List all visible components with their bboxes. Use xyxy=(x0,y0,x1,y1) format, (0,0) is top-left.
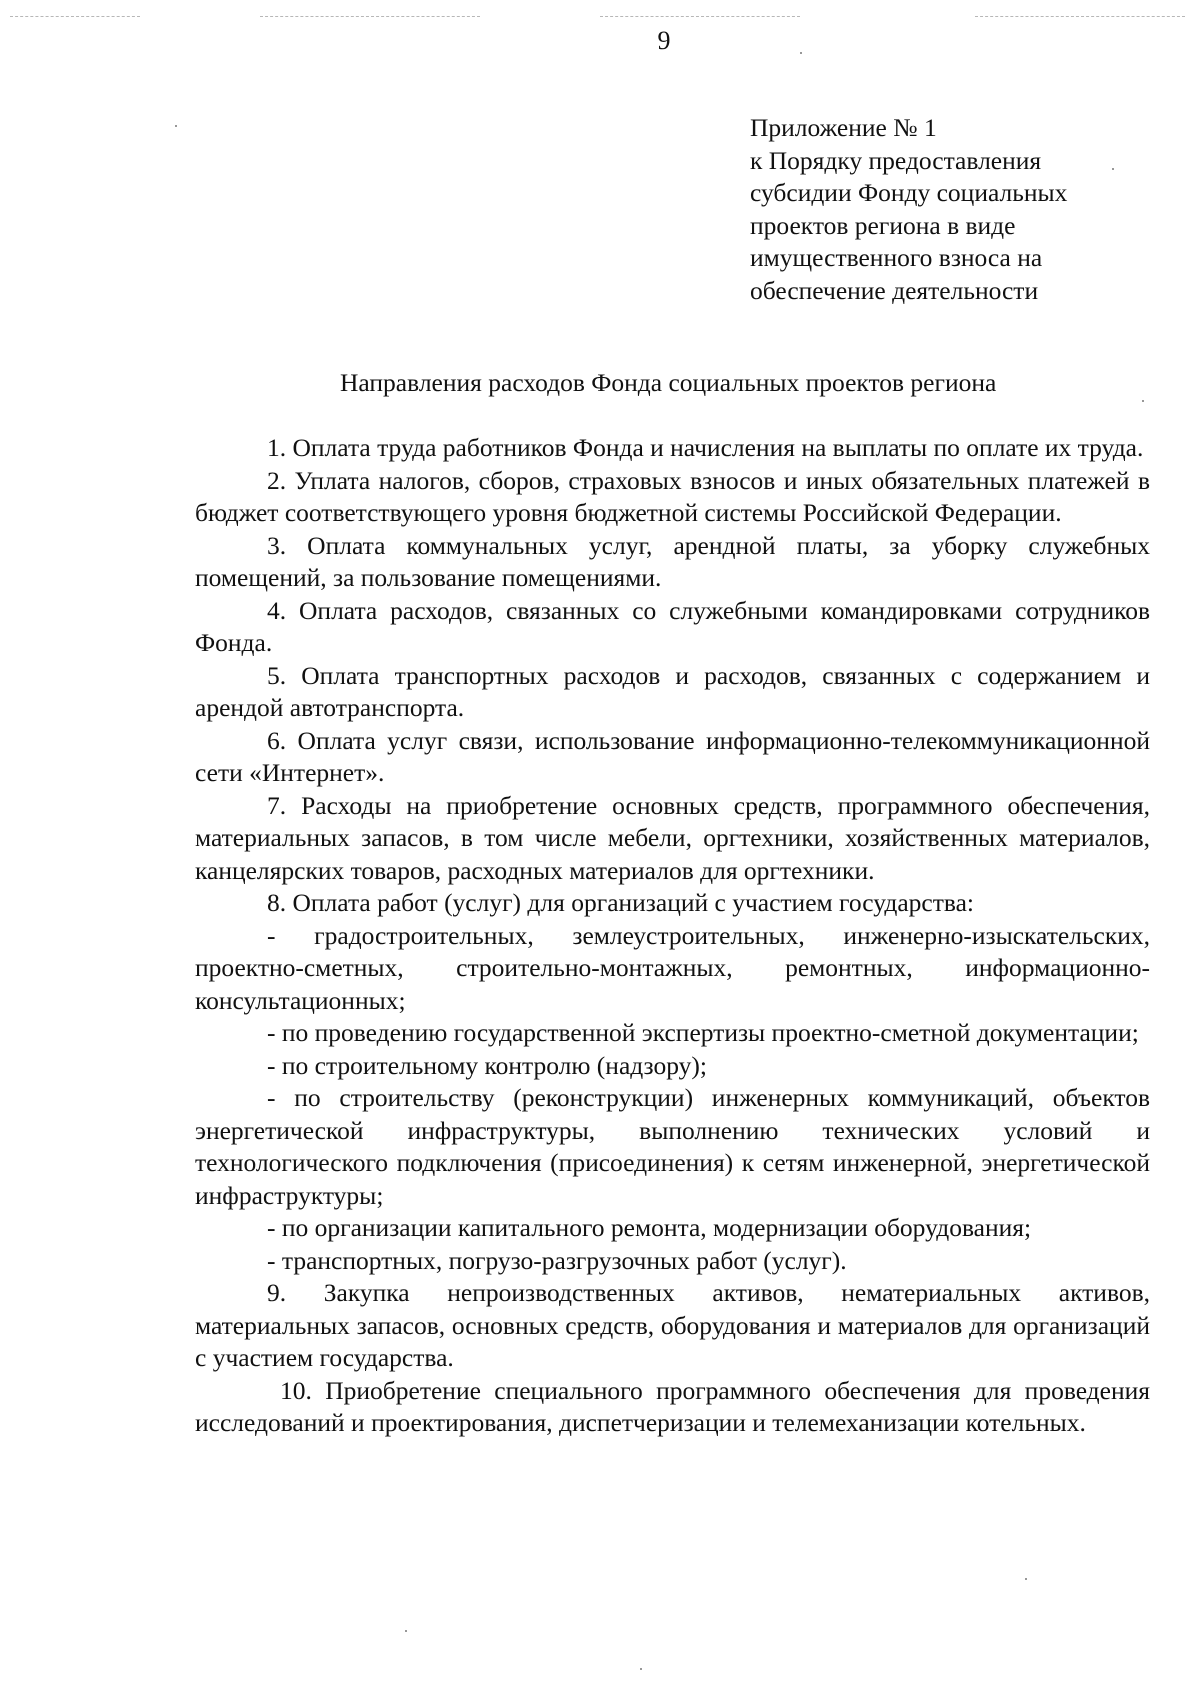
list-item: 7. Расходы на приобретение основных средств, программного обеспечения, материальных запасов, в том числе мебели, оргтехники, хозяйственных материалов, канцелярских товаров, расходных материалов для оргтехники. xyxy=(195,790,1150,885)
sub-list-item: - по организации капитального ремонта, модернизации оборудования; xyxy=(267,1213,1032,1242)
sub-list-item: - по строительству (реконструкции) инженерных коммуникаций, объектов энергетической инфраструктуры, выполнению технических условий и технологического подключения (присоединения) к сетям инженерной, энергетической инфраструктуры; xyxy=(195,1083,1150,1210)
document-title: Направления расходов Фонда социальных проектов региона xyxy=(340,368,997,397)
appendix-line: имущественного взноса на xyxy=(750,243,1043,272)
document-body xyxy=(195,432,1150,1440)
appendix-line: субсидии Фонду социальных xyxy=(750,178,1068,207)
list-item: 6. Оплата услуг связи, использование информационно-телекоммуникационной сети «Интернет». xyxy=(195,725,1150,787)
appendix-line: Приложение № 1 xyxy=(750,113,937,142)
scan-edge-artifact xyxy=(10,16,140,17)
scan-speck xyxy=(1112,168,1114,170)
scan-speck xyxy=(1142,400,1144,402)
sub-list-item: - по строительному контролю (надзору); xyxy=(267,1050,707,1080)
scan-speck xyxy=(1025,1578,1027,1580)
scan-speck xyxy=(405,1630,407,1632)
appendix-line: обеспечение деятельности xyxy=(750,275,1039,305)
scan-edge-artifact xyxy=(260,16,480,17)
list-item: 9. Закупка непроизводственных активов, нематериальных активов, материальных запасов, основных средств, оборудования и материалов для организаций с участием государства. xyxy=(195,1278,1150,1372)
sub-list-item: - градостроительных, землеустроительных, инженерно-изыскательских, проектно-сметных, строительно-монтажных, ремонтных, информационно-консультационных; xyxy=(195,920,1150,1015)
sub-list-item: - транспортных, погрузо-разгрузочных работ (услуг). xyxy=(267,1245,847,1275)
list-item: 2. Уплата налогов, сборов, страховых взносов и иных обязательных платежей в бюджет соответствующего уровня бюджетной системы Российской Федерации. xyxy=(195,465,1150,527)
scan-edge-artifact xyxy=(600,16,800,17)
sub-list-item: - по проведению государственной экспертизы проектно-сметной документации; xyxy=(267,1018,1139,1047)
list-item: 8. Оплата работ (услуг) для организаций с участием государства: xyxy=(267,888,974,917)
scan-edge-artifact xyxy=(975,16,1185,17)
appendix-line: к Порядку предоставления xyxy=(750,145,1042,175)
scan-speck xyxy=(640,1668,642,1670)
appendix-line: проектов региона в виде xyxy=(750,210,1016,240)
appendix-header xyxy=(750,112,1170,307)
page-number: 9 xyxy=(657,26,671,55)
list-item: 4. Оплата расходов, связанных со служебными командировками сотрудников Фонда. xyxy=(195,595,1150,657)
scan-speck xyxy=(175,125,177,127)
scan-speck xyxy=(800,52,802,54)
list-item: 3. Оплата коммунальных услуг, арендной платы, за уборку служебных помещений, за пользование помещениями. xyxy=(195,530,1150,592)
list-item: 10. Приобретение специального программного обеспечения для проведения исследований и проектирования, диспетчеризации и телемеханизации котельных. xyxy=(195,1375,1150,1437)
list-item: 1. Оплата труда работников Фонда и начисления на выплаты по оплате их труда. xyxy=(267,433,1144,462)
list-item: 5. Оплата транспортных расходов и расходов, связанных с содержанием и арендой автотранспорта. xyxy=(195,660,1150,722)
